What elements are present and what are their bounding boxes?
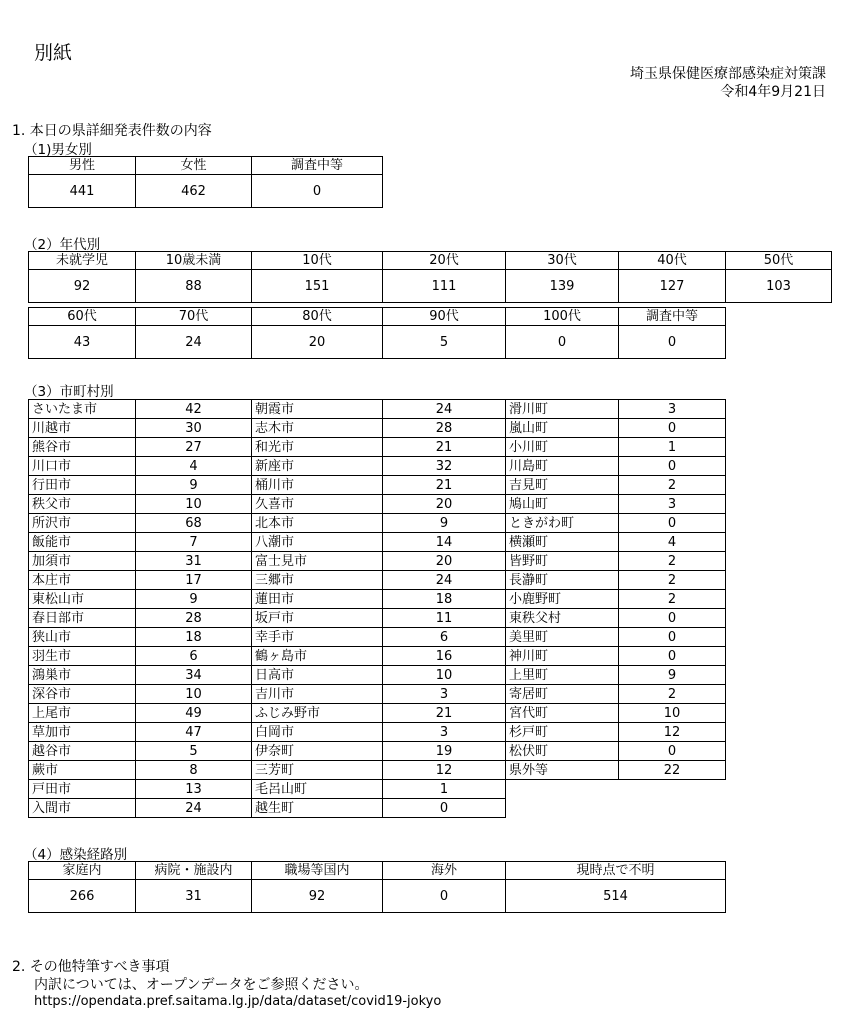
municipality-count: 21 — [383, 704, 506, 723]
table-row — [29, 628, 726, 647]
age-value: 92 — [29, 270, 136, 303]
municipality-name: 美里町 — [506, 628, 619, 647]
municipality-count: 9 — [619, 666, 726, 685]
municipality-name: 所沢市 — [29, 514, 136, 533]
municipality-count: 4 — [136, 457, 252, 476]
municipality-name: 戸田市 — [29, 780, 136, 799]
municipality-name: ふじみ野市 — [252, 704, 383, 723]
municipality-count: 2 — [619, 590, 726, 609]
municipality-count: 0 — [619, 609, 726, 628]
age-header: 10代 — [252, 252, 383, 270]
municipality-count: 19 — [383, 742, 506, 761]
route-header: 海外 — [383, 862, 506, 880]
municipality-name: 蓮田市 — [252, 590, 383, 609]
gender-value: 0 — [252, 175, 383, 208]
municipality-name: 寄居町 — [506, 685, 619, 704]
route-value: 0 — [383, 880, 506, 913]
municipality-name: 横瀬町 — [506, 533, 619, 552]
age-header: 70代 — [136, 308, 252, 326]
municipality-count: 18 — [383, 590, 506, 609]
municipality-count — [619, 799, 726, 818]
municipality-name: 滑川町 — [506, 400, 619, 419]
table-row — [29, 799, 726, 818]
municipality-count: 24 — [136, 799, 252, 818]
municipality-name: 伊奈町 — [252, 742, 383, 761]
municipality-count: 1 — [619, 438, 726, 457]
municipality-count: 12 — [619, 723, 726, 742]
municipality-count: 34 — [136, 666, 252, 685]
municipality-count: 32 — [383, 457, 506, 476]
municipality-count: 27 — [136, 438, 252, 457]
municipality-name: 東松山市 — [29, 590, 136, 609]
document-date: 令和4年9月21日 — [720, 84, 826, 100]
municipality-count: 21 — [383, 476, 506, 495]
municipality-count: 20 — [383, 552, 506, 571]
municipality-name: 嵐山町 — [506, 419, 619, 438]
municipality-name: 松伏町 — [506, 742, 619, 761]
municipality-count: 2 — [619, 476, 726, 495]
section-1-heading: 1. 本日の県詳細発表件数の内容 — [12, 123, 212, 139]
municipality-count: 17 — [136, 571, 252, 590]
municipality-name: 吉川市 — [252, 685, 383, 704]
municipality-name: 志木市 — [252, 419, 383, 438]
age-header: 20代 — [383, 252, 506, 270]
municipality-count: 8 — [136, 761, 252, 780]
municipality-count: 3 — [619, 400, 726, 419]
gender-header: 女性 — [136, 157, 252, 175]
municipality-count: 10 — [136, 685, 252, 704]
gender-table — [28, 156, 383, 208]
municipality-name: 秩父市 — [29, 495, 136, 514]
age-value: 43 — [29, 326, 136, 359]
municipality-count: 20 — [383, 495, 506, 514]
table-row — [29, 590, 726, 609]
age-header: 50代 — [726, 252, 832, 270]
municipality-name: 和光市 — [252, 438, 383, 457]
municipality-name: 県外等 — [506, 761, 619, 780]
municipality-count: 0 — [619, 628, 726, 647]
municipality-count: 3 — [383, 685, 506, 704]
age-value: 0 — [619, 326, 726, 359]
municipality-name: 越生町 — [252, 799, 383, 818]
municipality-name: 日高市 — [252, 666, 383, 685]
opendata-note: 内訳については、オープンデータをご参照ください。 — [34, 977, 369, 993]
municipality-count: 0 — [383, 799, 506, 818]
route-header: 病院・施設内 — [136, 862, 252, 880]
table-row — [29, 723, 726, 742]
age-label: （2）年代別 — [24, 237, 101, 253]
municipality-name: 鴻巣市 — [29, 666, 136, 685]
age-header: 80代 — [252, 308, 383, 326]
municipality-count: 10 — [136, 495, 252, 514]
municipality-name: 川島町 — [506, 457, 619, 476]
municipality-name — [506, 780, 619, 799]
municipality-name: 八潮市 — [252, 533, 383, 552]
municipality-name: 坂戸市 — [252, 609, 383, 628]
municipality-count: 0 — [619, 742, 726, 761]
municipality-name: 新座市 — [252, 457, 383, 476]
municipality-count: 6 — [136, 647, 252, 666]
municipality-count: 2 — [619, 685, 726, 704]
municipality-name: 加須市 — [29, 552, 136, 571]
age-value: 103 — [726, 270, 832, 303]
municipality-count: 10 — [383, 666, 506, 685]
municipality-name: 富士見市 — [252, 552, 383, 571]
table-row — [29, 400, 726, 419]
municipality-name: さいたま市 — [29, 400, 136, 419]
route-header: 家庭内 — [29, 862, 136, 880]
age-header: 10歳未満 — [136, 252, 252, 270]
municipality-name: 吉見町 — [506, 476, 619, 495]
gender-header: 調査中等 — [252, 157, 383, 175]
municipality-name: 川越市 — [29, 419, 136, 438]
route-value: 92 — [252, 880, 383, 913]
table-row — [29, 704, 726, 723]
department-name: 埼玉県保健医療部感染症対策課 — [630, 66, 826, 82]
municipality-count: 68 — [136, 514, 252, 533]
table-row — [29, 476, 726, 495]
municipality-name: 北本市 — [252, 514, 383, 533]
age-header: 30代 — [506, 252, 619, 270]
municipality-count: 5 — [136, 742, 252, 761]
table-row — [29, 742, 726, 761]
municipality-count: 9 — [383, 514, 506, 533]
table-row — [29, 685, 726, 704]
municipality-name — [506, 799, 619, 818]
municipality-count: 14 — [383, 533, 506, 552]
municipality-count: 2 — [619, 571, 726, 590]
municipality-count: 3 — [383, 723, 506, 742]
age-value: 127 — [619, 270, 726, 303]
municipality-label: （3）市町村別 — [24, 384, 114, 400]
municipality-name: 小川町 — [506, 438, 619, 457]
municipality-count: 16 — [383, 647, 506, 666]
municipality-name: 熊谷市 — [29, 438, 136, 457]
table-row — [29, 647, 726, 666]
age-value: 5 — [383, 326, 506, 359]
age-value: 111 — [383, 270, 506, 303]
table-row — [29, 457, 726, 476]
age-table-row1 — [28, 251, 832, 303]
municipality-name: 小鹿野町 — [506, 590, 619, 609]
municipality-name: 羽生市 — [29, 647, 136, 666]
municipality-name: 三郷市 — [252, 571, 383, 590]
gender-header: 男性 — [29, 157, 136, 175]
municipality-count: 18 — [136, 628, 252, 647]
municipality-name: 狭山市 — [29, 628, 136, 647]
age-header: 100代 — [506, 308, 619, 326]
table-row — [29, 666, 726, 685]
municipality-name: 越谷市 — [29, 742, 136, 761]
municipality-name: 上里町 — [506, 666, 619, 685]
table-row — [29, 552, 726, 571]
route-value: 266 — [29, 880, 136, 913]
municipality-count: 1 — [383, 780, 506, 799]
municipality-count: 28 — [136, 609, 252, 628]
municipality-name: 久喜市 — [252, 495, 383, 514]
document-title: 別紙 — [34, 42, 73, 64]
age-header: 90代 — [383, 308, 506, 326]
municipality-count: 21 — [383, 438, 506, 457]
age-value: 151 — [252, 270, 383, 303]
route-header: 職場等国内 — [252, 862, 383, 880]
municipality-count: 10 — [619, 704, 726, 723]
route-value: 31 — [136, 880, 252, 913]
municipality-name: 毛呂山町 — [252, 780, 383, 799]
table-row — [29, 761, 726, 780]
municipality-name: 行田市 — [29, 476, 136, 495]
municipality-count — [619, 780, 726, 799]
municipality-count: 24 — [383, 571, 506, 590]
table-row — [29, 609, 726, 628]
opendata-url[interactable]: https://opendata.pref.saitama.lg.jp/data/dataset/covid19-jokyo — [34, 994, 442, 1009]
municipality-name: 入間市 — [29, 799, 136, 818]
municipality-count: 0 — [619, 514, 726, 533]
municipality-count: 0 — [619, 457, 726, 476]
table-row — [29, 438, 726, 457]
municipality-count: 3 — [619, 495, 726, 514]
municipality-count: 2 — [619, 552, 726, 571]
section-2-heading: 2. その他特筆すべき事項 — [12, 959, 170, 975]
municipality-name: 本庄市 — [29, 571, 136, 590]
municipality-count: 9 — [136, 590, 252, 609]
municipality-count: 7 — [136, 533, 252, 552]
municipality-name: 宮代町 — [506, 704, 619, 723]
gender-value: 462 — [136, 175, 252, 208]
route-table — [28, 861, 726, 913]
municipality-table — [28, 399, 726, 818]
municipality-count: 31 — [136, 552, 252, 571]
municipality-count: 42 — [136, 400, 252, 419]
municipality-count: 0 — [619, 647, 726, 666]
municipality-name: 東秩父村 — [506, 609, 619, 628]
municipality-name: 鶴ヶ島市 — [252, 647, 383, 666]
municipality-name: ときがわ町 — [506, 514, 619, 533]
municipality-count: 4 — [619, 533, 726, 552]
municipality-count: 47 — [136, 723, 252, 742]
municipality-count: 9 — [136, 476, 252, 495]
municipality-name: 草加市 — [29, 723, 136, 742]
municipality-name: 神川町 — [506, 647, 619, 666]
municipality-name: 飯能市 — [29, 533, 136, 552]
municipality-count: 22 — [619, 761, 726, 780]
municipality-name: 杉戸町 — [506, 723, 619, 742]
age-value: 0 — [506, 326, 619, 359]
municipality-name: 川口市 — [29, 457, 136, 476]
municipality-name: 長瀞町 — [506, 571, 619, 590]
age-value: 24 — [136, 326, 252, 359]
age-value: 20 — [252, 326, 383, 359]
age-table-row2 — [28, 307, 726, 359]
table-row — [29, 571, 726, 590]
route-header: 現時点で不明 — [506, 862, 726, 880]
municipality-name: 朝霞市 — [252, 400, 383, 419]
age-header: 未就学児 — [29, 252, 136, 270]
table-row — [29, 419, 726, 438]
municipality-count: 11 — [383, 609, 506, 628]
municipality-name: 三芳町 — [252, 761, 383, 780]
municipality-name: 深谷市 — [29, 685, 136, 704]
gender-label: （1)男女別 — [24, 142, 92, 158]
municipality-count: 12 — [383, 761, 506, 780]
age-header: 40代 — [619, 252, 726, 270]
municipality-count: 30 — [136, 419, 252, 438]
municipality-name: 白岡市 — [252, 723, 383, 742]
municipality-name: 上尾市 — [29, 704, 136, 723]
municipality-count: 6 — [383, 628, 506, 647]
municipality-name: 桶川市 — [252, 476, 383, 495]
route-label: （4）感染経路別 — [24, 847, 128, 863]
table-row — [29, 514, 726, 533]
municipality-count: 28 — [383, 419, 506, 438]
municipality-name: 鳩山町 — [506, 495, 619, 514]
municipality-count: 0 — [619, 419, 726, 438]
municipality-name: 幸手市 — [252, 628, 383, 647]
municipality-count: 13 — [136, 780, 252, 799]
table-row — [29, 533, 726, 552]
age-header: 調査中等 — [619, 308, 726, 326]
age-value: 88 — [136, 270, 252, 303]
age-value: 139 — [506, 270, 619, 303]
table-row — [29, 495, 726, 514]
municipality-count: 49 — [136, 704, 252, 723]
municipality-name: 皆野町 — [506, 552, 619, 571]
municipality-name: 蕨市 — [29, 761, 136, 780]
gender-value: 441 — [29, 175, 136, 208]
municipality-count: 24 — [383, 400, 506, 419]
age-header: 60代 — [29, 308, 136, 326]
table-row — [29, 780, 726, 799]
municipality-name: 春日部市 — [29, 609, 136, 628]
route-value: 514 — [506, 880, 726, 913]
